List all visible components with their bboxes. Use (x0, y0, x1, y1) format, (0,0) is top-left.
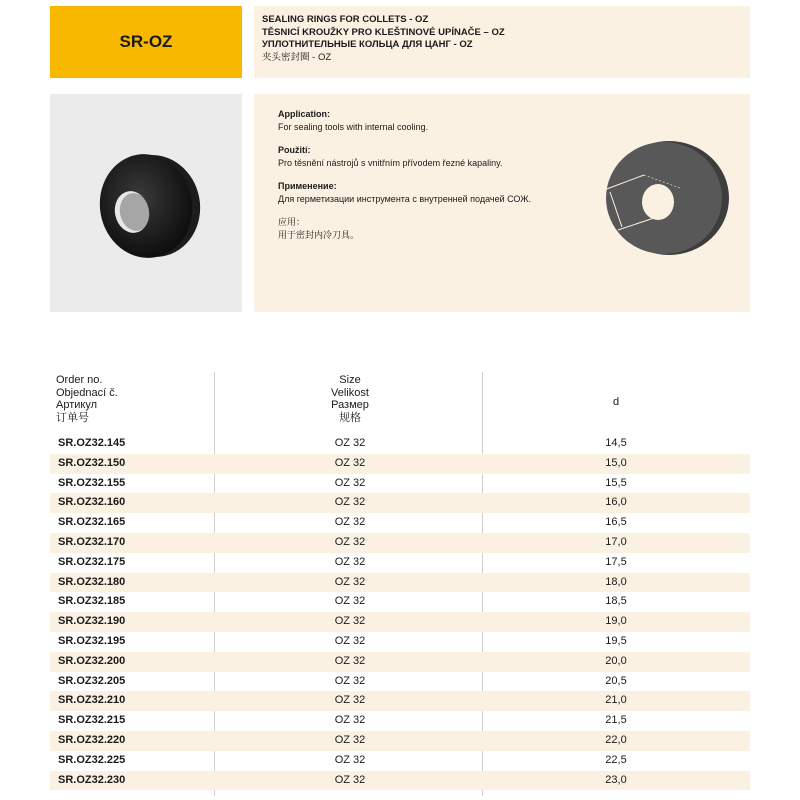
table-row (50, 592, 750, 612)
size-cell: OZ 32 (334, 694, 366, 707)
dimension-drawing (584, 130, 744, 260)
table-row (50, 513, 750, 533)
order-number-cell: SR.OZ32.205 (58, 674, 126, 687)
d-cell: 20,0 (605, 654, 627, 667)
order-number-cell: SR.OZ32.220 (58, 733, 126, 746)
title-cz: TĚSNICÍ KROUŽKY PRO KLEŠTINOVÉ UPÍNAČE – OZ (262, 26, 505, 38)
product-code-tag (50, 6, 242, 78)
application-text (278, 108, 531, 241)
size-cell: OZ 32 (334, 555, 366, 568)
d-cell: 22,0 (605, 733, 627, 746)
order-number-cell: SR.OZ32.155 (58, 476, 126, 489)
order-number-cell: SR.OZ32.160 (58, 496, 126, 509)
size-cell: OZ 32 (334, 654, 366, 667)
application-heading-en: Application: (278, 109, 330, 119)
application-text-en: For sealing tools with internal cooling. (278, 121, 429, 132)
size-cell: OZ 32 (334, 753, 366, 766)
table-row (50, 652, 750, 672)
title-ru: УПЛОТНИТЕЛЬНЫЕ КОЛЬЦА ДЛЯ ЦАНГ - OZ (262, 39, 473, 50)
order-number-cell: SR.OZ32.200 (58, 654, 126, 667)
d-cell: 21,5 (605, 714, 627, 727)
title-en: SEALING RINGS FOR COLLETS - OZ (262, 14, 429, 25)
d-cell: 19,0 (605, 615, 627, 628)
d-cell: 14,5 (605, 437, 627, 449)
header-order-no: Order no. Objednací č. Артикул 订单号 (56, 374, 118, 424)
application-panel (254, 94, 750, 312)
order-number-cell: SR.OZ32.145 (58, 437, 126, 449)
size-cell: OZ 32 (334, 674, 366, 687)
size-cell: OZ 32 (334, 615, 366, 628)
application-heading-zh: 应用： (278, 217, 306, 227)
order-number-cell: SR.OZ32.180 (58, 575, 126, 588)
size-cell: OZ 32 (334, 476, 366, 489)
application-text-zh: 用于密封内冷刀具。 (278, 229, 360, 240)
order-number-cell: SR.OZ32.230 (58, 773, 126, 786)
table-body (50, 434, 750, 790)
size-cell: OZ 32 (334, 714, 366, 727)
order-number-cell: SR.OZ32.225 (58, 753, 126, 766)
table-row (50, 533, 750, 553)
d-cell: 16,0 (605, 496, 627, 509)
size-cell: OZ 32 (334, 773, 366, 786)
dimension-label: d (602, 211, 606, 218)
table-row (50, 672, 750, 692)
size-cell: OZ 32 (334, 733, 366, 746)
d-cell: 15,5 (605, 476, 627, 489)
table-row (50, 751, 750, 771)
table-row (50, 434, 750, 454)
d-cell: 22,5 (605, 753, 627, 766)
table-row (50, 493, 750, 513)
application-heading-cz: Použití: (278, 145, 311, 155)
order-number-cell: SR.OZ32.190 (58, 615, 126, 628)
size-cell: OZ 32 (334, 535, 366, 548)
order-number-cell: SR.OZ32.175 (58, 555, 126, 568)
size-cell: OZ 32 (334, 516, 366, 529)
order-number-cell: SR.OZ32.170 (58, 535, 126, 548)
order-number-cell: SR.OZ32.210 (58, 694, 126, 707)
table-row (50, 731, 750, 751)
table-row (50, 771, 750, 791)
product-photo (50, 94, 242, 312)
order-number-cell: SR.OZ32.150 (58, 456, 126, 469)
order-number-cell: SR.OZ32.165 (58, 516, 126, 529)
order-number-cell: SR.OZ32.195 (58, 634, 126, 647)
table-row (50, 632, 750, 652)
d-cell: 18,5 (605, 595, 627, 608)
d-cell: 18,0 (605, 575, 627, 588)
table-row (50, 612, 750, 632)
sealing-ring-photo (50, 94, 242, 312)
table-row (50, 474, 750, 494)
header-size: Size Velikost Размер 规格 (331, 374, 369, 424)
product-title-block (254, 6, 750, 78)
size-cell: OZ 32 (334, 496, 366, 509)
size-cell: OZ 32 (334, 575, 366, 588)
table-row (50, 573, 750, 593)
table-row (50, 553, 750, 573)
application-heading-ru: Применение: (278, 181, 337, 191)
title-zh: 夹头密封圈 - OZ (262, 51, 332, 63)
size-cell: OZ 32 (334, 595, 366, 608)
size-cell: OZ 32 (334, 634, 366, 647)
order-number-cell: SR.OZ32.185 (58, 595, 126, 608)
d-cell: 20,5 (605, 674, 627, 687)
header-d: d (612, 396, 620, 408)
d-cell: 21,0 (605, 694, 627, 707)
size-cell: OZ 32 (334, 437, 366, 449)
application-text-ru: Для герметизации инструмента с внутренней подачей СОЖ. (278, 193, 532, 204)
table-header (50, 372, 750, 434)
application-text-cz: Pro těsnění nástrojů s vnitřním přívodem řezné kapaliny. (278, 157, 503, 168)
order-number-cell: SR.OZ32.215 (58, 714, 126, 727)
d-cell: 16,5 (605, 516, 627, 529)
d-cell: 15,0 (605, 456, 627, 469)
d-cell: 23,0 (605, 773, 627, 786)
product-code: SR-OZ (119, 32, 173, 51)
table-row (50, 454, 750, 474)
size-cell: OZ 32 (334, 456, 366, 469)
table-row (50, 691, 750, 711)
order-table (50, 372, 750, 790)
d-cell: 17,0 (605, 535, 627, 548)
table-row (50, 711, 750, 731)
d-cell: 19,5 (605, 634, 627, 647)
d-cell: 17,5 (605, 555, 627, 568)
